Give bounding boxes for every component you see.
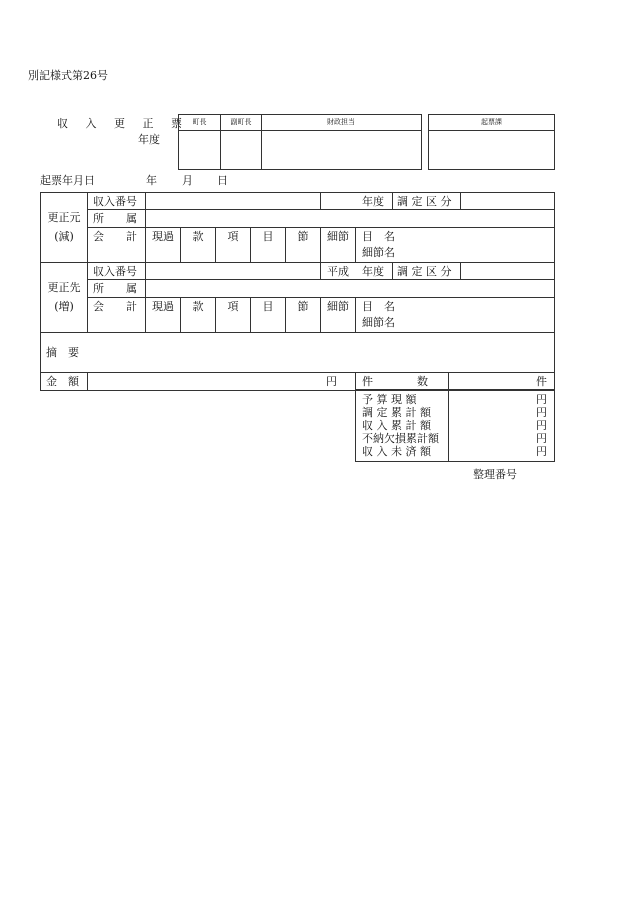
issue-year-label: 年 [146,174,157,187]
source-moku-label: 目 [262,230,274,243]
totals-budget-label: 予 算 現 額 [362,393,417,406]
destination-era-label: 平成 [327,265,349,278]
source-revenue-no-label: 収入番号 [93,195,137,208]
summary-field[interactable] [88,333,553,371]
source-setsu-label: 節 [297,230,309,243]
source-kan-label: 款 [192,230,204,243]
destination-sub: (増) [54,300,74,313]
source-item-name-field[interactable] [400,228,552,261]
source-year-field[interactable] [321,193,361,209]
source-year-label: 年度 [362,195,384,208]
amount-unit: 円 [326,375,337,388]
destination-revenue-no-label: 収入番号 [93,265,137,278]
source-item-name-label: 目 名 [362,230,395,243]
reference-number-label: 整理番号 [473,468,517,481]
totals-uncollectible-unit: 円 [536,432,547,445]
form-number: 別記様式第26号 [28,69,108,82]
source-revenue-no-field[interactable] [146,193,320,209]
count-field[interactable] [449,373,537,389]
destination-adjust-type-label: 調 定 区 分 [397,265,452,278]
finance-officer-stamp-field[interactable] [262,131,420,168]
destination-kou-label: 項 [227,300,239,313]
destination-setsu-label: 節 [297,300,309,313]
originating-dept-stamp-field[interactable] [429,131,553,168]
destination-item-name-field[interactable] [400,298,552,331]
totals-unpaid-label: 収 入 未 済 額 [362,445,431,458]
destination-subitem-name-label: 細節名 [362,316,395,329]
source-account-label: 会 計 [93,230,137,243]
destination-adjust-type-field[interactable] [461,263,553,279]
destination-saisetsu-label: 細節 [327,300,349,313]
totals-budget-unit: 円 [536,393,547,406]
source-affiliation-label: 所 属 [93,212,137,225]
source-adjust-type-field[interactable] [461,193,553,209]
fiscal-year-label: 年度 [138,133,160,146]
source-adjust-type-label: 調 定 区 分 [397,195,452,208]
destination-affiliation-label: 所 属 [93,282,137,295]
destination-item-name-label: 目 名 [362,300,395,313]
destination-current-year-label: 現過 [152,300,174,313]
source-affiliation-field[interactable] [146,210,553,226]
totals-assessed-label: 調 定 累 計 額 [362,406,431,419]
deputy-mayor-stamp-field[interactable] [221,131,261,168]
source-kou-label: 項 [227,230,239,243]
source-current-year-label: 現過 [152,230,174,243]
issue-date-label: 起票年月日 [40,174,95,187]
totals-assessed-unit: 円 [536,406,547,419]
originating-dept-label: 起票課 [481,118,502,126]
summary-label: 摘 要 [46,346,79,359]
destination-kan-label: 款 [192,300,204,313]
count-label: 件 数 [362,375,428,388]
source-sub: (減) [54,230,74,243]
destination-affiliation-field[interactable] [146,280,553,296]
mayor-stamp-field[interactable] [179,131,220,168]
deputy-mayor-label: 副町長 [230,118,252,126]
source-subitem-name-label: 細節名 [362,246,395,259]
totals-unpaid-unit: 円 [536,445,547,458]
destination-account-label: 会 計 [93,300,137,313]
amount-label: 金 額 [46,375,79,388]
totals-received-label: 収 入 累 計 額 [362,419,431,432]
source-saisetsu-label: 細節 [327,230,349,243]
totals-received-unit: 円 [536,419,547,432]
count-unit: 件 [536,375,547,388]
form-title: 収 入 更 正 票 [57,117,189,130]
finance-officer-label: 財政担当 [327,118,355,126]
destination-title: 更正先 [47,281,81,294]
amount-field[interactable] [88,373,318,389]
issue-month-label: 月 [182,174,193,187]
destination-year-label: 年度 [362,265,384,278]
issue-day-label: 日 [217,174,228,187]
source-title: 更正元 [47,211,81,224]
totals-uncollectible-label: 不納欠損累計額 [362,432,439,445]
destination-revenue-no-field[interactable] [146,263,320,279]
mayor-label: 町長 [192,118,207,126]
destination-moku-label: 目 [262,300,274,313]
